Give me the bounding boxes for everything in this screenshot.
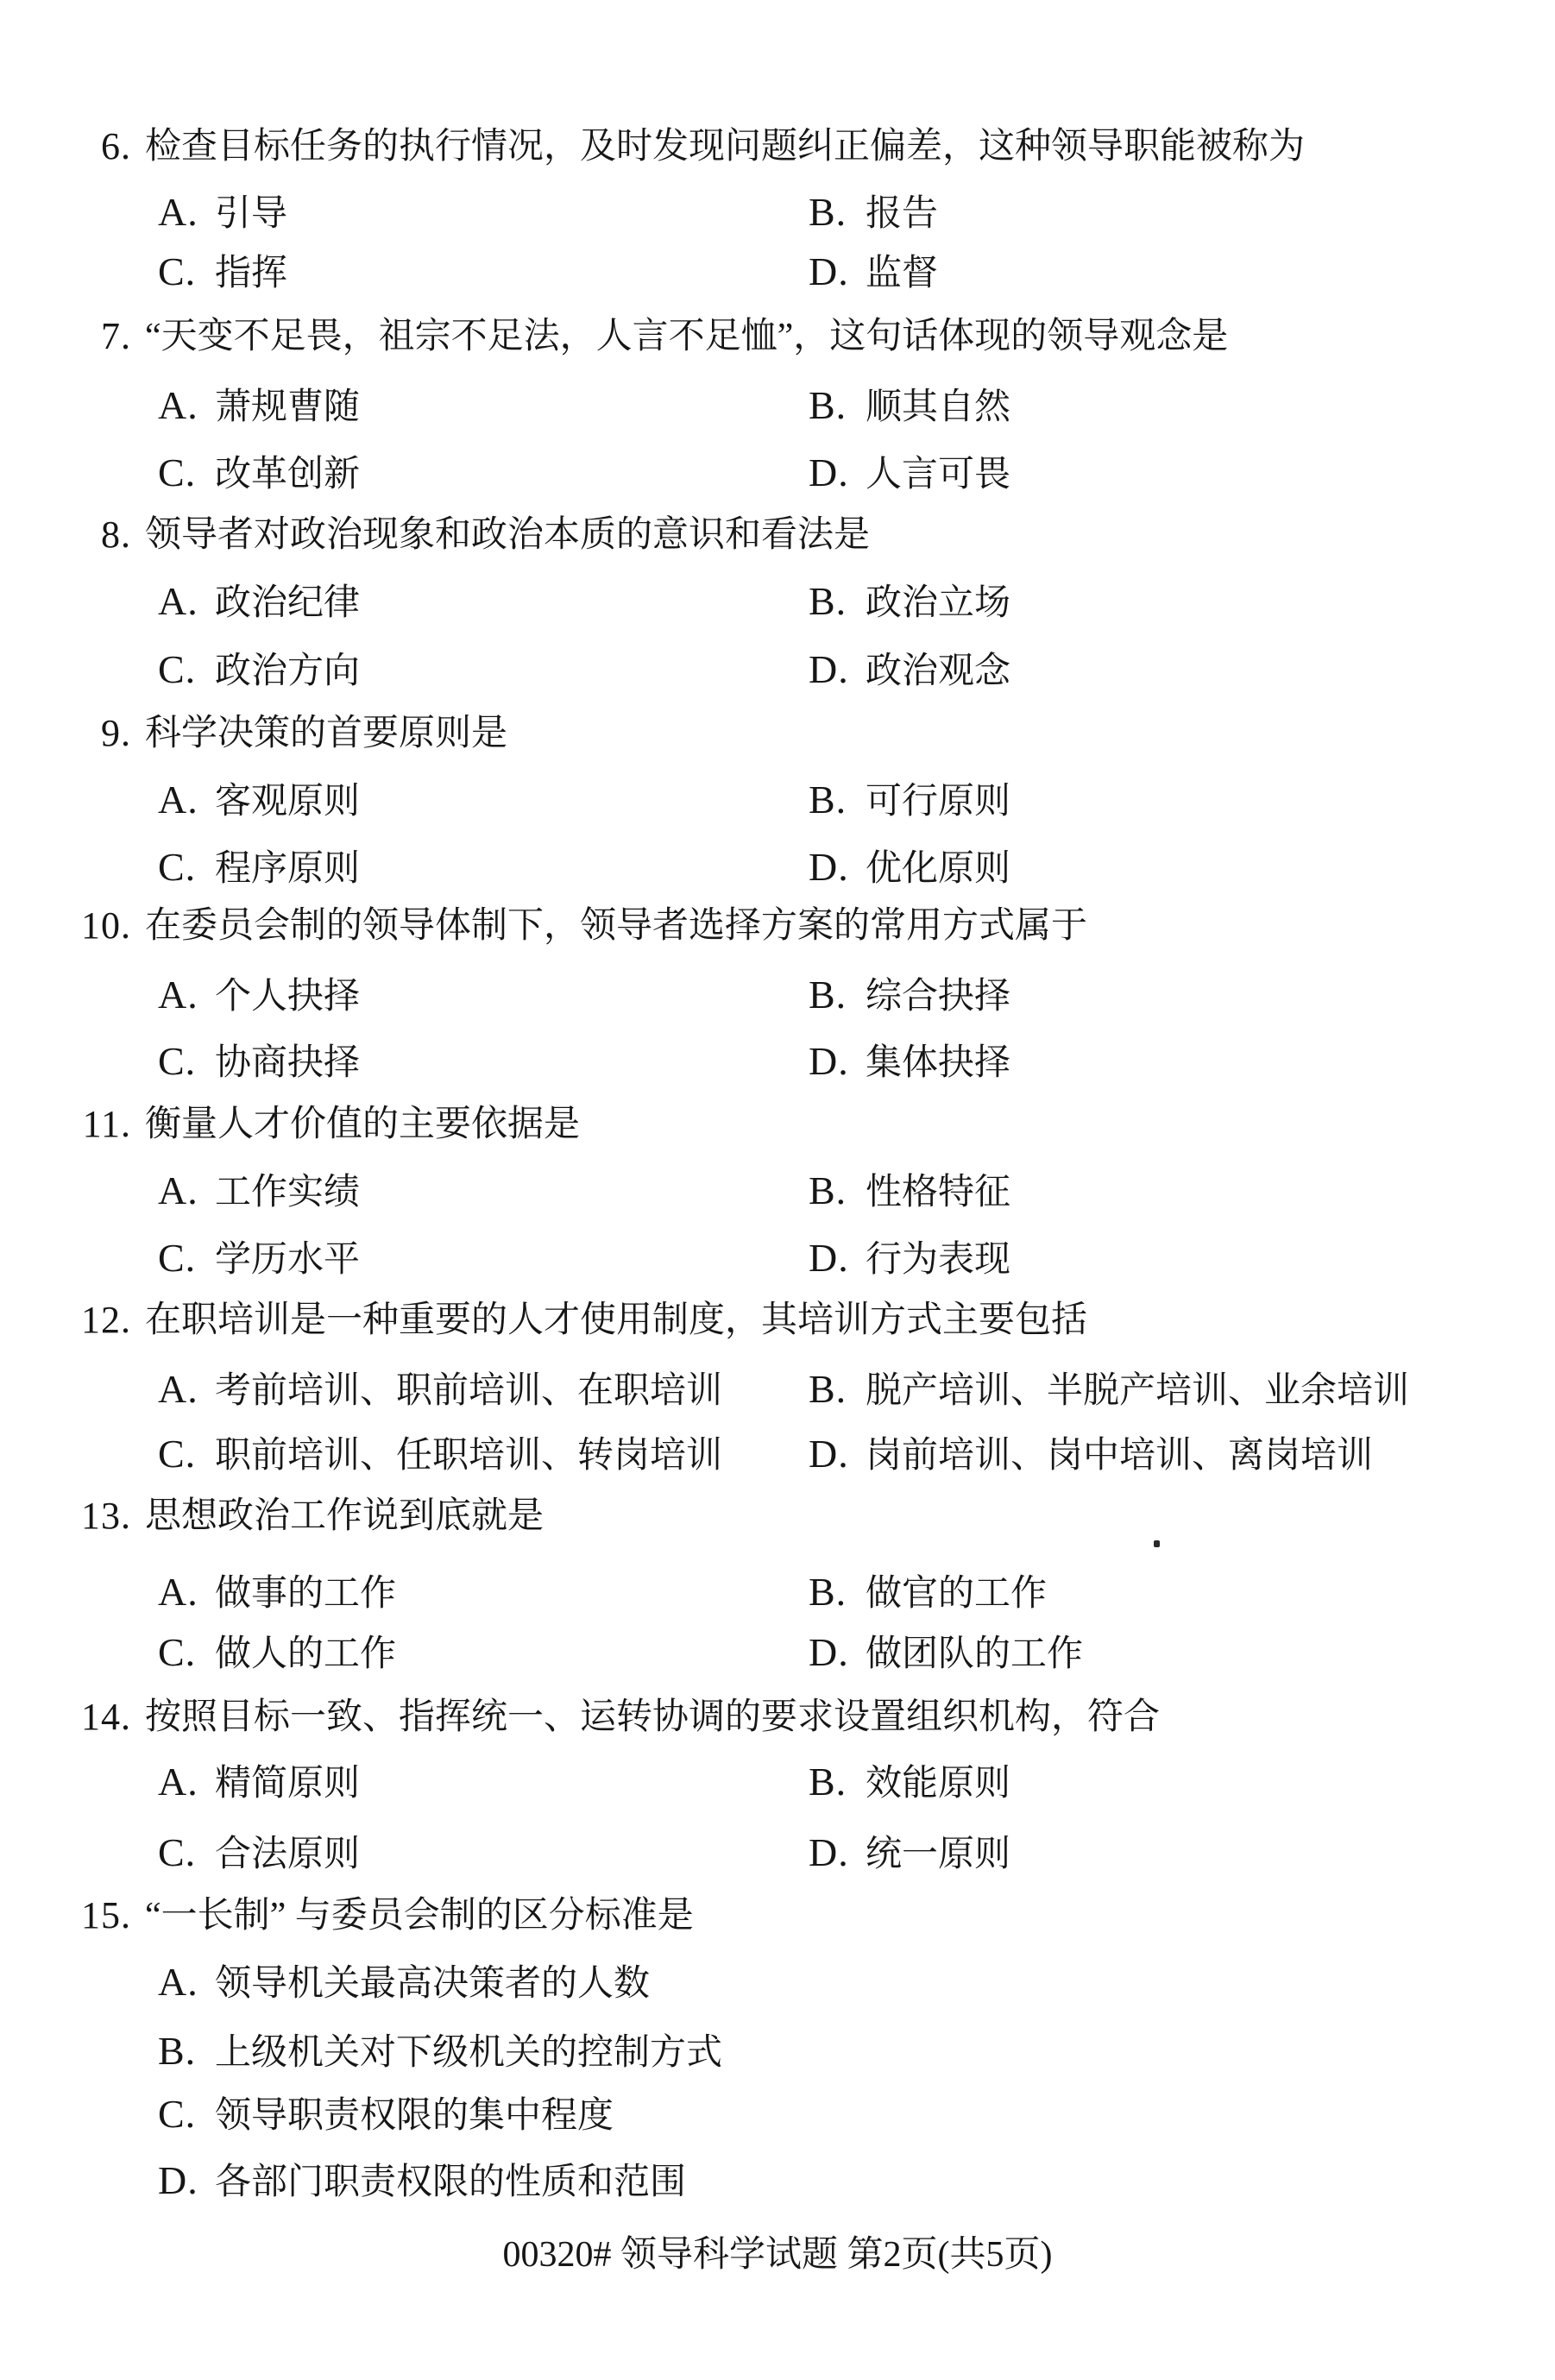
option-label: B. [809,973,847,1017]
option-c [158,1630,396,1677]
question-text: 在职培训是一种重要的人才使用制度，其培训方式主要包括 [145,1300,1088,1340]
question-text: 在委员会制的领导体制下，领导者选择方案的常用方式属于 [145,906,1088,946]
option-label: A. [158,1960,198,2004]
option-label: C. [158,450,197,494]
option-text: 监督 [866,254,939,293]
question-number: 8. [101,513,131,556]
question-number: 9. [101,712,131,754]
option-text: 行为表现 [866,1240,1011,1280]
option-label: C. [158,1432,197,1476]
option-c [158,2092,614,2138]
option-label: B. [809,579,847,623]
option-label: B. [809,1760,847,1804]
options-row [0,1570,1555,1618]
options-row [0,1039,1555,1087]
option-text: 政治纪律 [215,583,361,623]
options-row [0,845,1555,893]
option-c [158,647,360,694]
option-b [809,1570,1047,1616]
option-label: B. [809,1570,847,1614]
question-number: 14. [81,1696,131,1738]
option-b [158,2029,722,2075]
option-a [158,579,360,626]
options-row [0,1432,1555,1480]
option-text: 优化原则 [866,849,1011,889]
option-a [158,1760,360,1806]
option-text: 政治方向 [215,652,361,691]
option-label: A. [158,778,198,822]
option-c [158,249,287,296]
option-text: 报告 [866,194,939,234]
option-text: 协商抉择 [215,1043,361,1083]
option-text: 做团队的工作 [866,1634,1084,1674]
question-header [0,1298,1555,1346]
option-a [158,1168,360,1215]
option-d [158,2158,686,2205]
option-b [809,190,938,236]
question-header [0,513,1555,561]
option-label: A. [158,383,198,427]
page-footer: 00320# 领导科学试题 第2页(共5页) [502,2235,1053,2275]
question-text: 衡量人才价值的主要依据是 [145,1105,581,1144]
option-c [158,450,360,497]
option-label: C. [158,845,197,889]
option-text: 程序原则 [215,849,361,889]
option-d [809,450,1010,497]
option-label: B. [809,190,847,234]
question-header [0,711,1555,759]
option-c [158,1236,360,1282]
option-text: 考前培训、职前培训、在职培训 [215,1371,723,1411]
option-text: 做人的工作 [215,1634,397,1674]
question-text: “天变不足畏，祖宗不足法，人言不足恤”，这句话体现的领导观念是 [145,317,1229,356]
option-label: C. [158,1630,197,1674]
options-row [0,647,1555,696]
option-text: 效能原则 [866,1764,1011,1804]
question-text: 按照目标一致、指挥统一、运转协调的要求设置组织机构，符合 [145,1697,1161,1737]
option-text: 顺其自然 [866,387,1011,427]
question-header [0,124,1555,173]
option-text: 可行原则 [866,782,1011,822]
option-label: D. [809,450,849,494]
option-text: 领导职责权限的集中程度 [215,2096,614,2136]
option-text: 引导 [215,194,288,234]
option-text: 统一原则 [866,1835,1011,1874]
option-c [158,845,360,891]
options-row [0,2029,1555,2077]
option-label: D. [809,249,849,293]
option-text: 脱产培训、半脱产培训、业余培训 [866,1371,1410,1411]
option-label: B. [158,2029,197,2073]
option-label: B. [809,778,847,822]
options-row [0,2092,1555,2140]
option-a [158,778,360,824]
option-d [809,1236,1010,1282]
options-row [0,383,1555,431]
option-text: 萧规曹随 [215,387,361,427]
question-number: 12. [81,1299,131,1341]
option-d [809,1039,1010,1086]
option-label: A. [158,190,198,234]
question-number: 15. [81,1894,131,1936]
option-a [158,1367,722,1414]
option-a [158,1960,650,2006]
option-label: C. [158,1236,197,1280]
option-text: 职前培训、任职培训、转岗培训 [215,1436,723,1476]
options-row [0,579,1555,627]
option-label: B. [809,383,847,427]
option-text: 人言可畏 [866,455,1011,494]
option-b [809,1367,1409,1414]
question-text: 科学决策的首要原则是 [145,714,508,753]
option-label: C. [158,1039,197,1083]
option-a [158,973,360,1019]
option-label: D. [809,1236,849,1280]
option-b [809,383,1010,430]
option-text: 合法原则 [215,1835,361,1874]
option-text: 集体抉择 [866,1043,1011,1083]
options-row [0,190,1555,238]
option-text: 上级机关对下级机关的控制方式 [215,2033,723,2073]
option-label: A. [158,1168,198,1212]
option-label: D. [809,1039,849,1083]
option-label: A. [158,973,198,1017]
option-label: D. [809,1432,849,1476]
option-d [809,1830,1010,1877]
option-label: D. [158,2158,198,2202]
options-row [0,1830,1555,1879]
option-text: 领导机关最高决策者的人数 [215,1964,651,2004]
scan-speck-artifact [1154,1540,1160,1547]
option-label: A. [158,1570,198,1614]
question-number: 13. [81,1495,131,1537]
option-text: 性格特征 [866,1173,1011,1212]
option-label: D. [809,1830,849,1874]
option-b [809,1760,1010,1806]
options-row [0,1760,1555,1808]
option-text: 政治立场 [866,583,1011,623]
option-c [158,1432,722,1478]
option-text: 精简原则 [215,1764,361,1804]
option-text: 工作实绩 [215,1173,361,1212]
options-row [0,450,1555,499]
option-label: D. [809,1630,849,1674]
question-number: 10. [81,904,131,947]
question-text: “一长制” 与委员会制的区分标准是 [145,1896,694,1936]
options-row [0,1960,1555,2008]
option-a [158,190,287,236]
option-text: 做事的工作 [215,1574,397,1614]
question-header [0,314,1555,362]
options-row [0,1168,1555,1217]
option-text: 学历水平 [215,1240,361,1280]
option-label: C. [158,647,197,691]
option-text: 做官的工作 [866,1574,1048,1614]
option-label: B. [809,1168,847,1212]
option-text: 综合抉择 [866,977,1011,1017]
option-b [809,579,1010,626]
options-row [0,249,1555,298]
option-text: 各部门职责权限的性质和范围 [215,2163,687,2202]
option-label: C. [158,2092,197,2136]
options-row [0,973,1555,1021]
option-d [809,1432,1373,1478]
option-text: 岗前培训、岗中培训、离岗培训 [866,1436,1374,1476]
question-number: 11. [82,1103,131,1145]
option-a [158,1570,396,1616]
option-d [809,249,938,296]
option-text: 指挥 [215,254,288,293]
question-number: 7. [101,315,131,357]
option-label: D. [809,647,849,691]
options-row [0,778,1555,826]
option-b [809,778,1010,824]
option-text: 政治观念 [866,652,1011,691]
option-label: A. [158,1760,198,1804]
option-c [158,1830,360,1877]
option-label: A. [158,579,198,623]
option-text: 个人抉择 [215,977,361,1017]
option-text: 客观原则 [215,782,361,822]
option-c [158,1039,360,1086]
question-header [0,1494,1555,1542]
option-text: 改革创新 [215,455,361,494]
question-header [0,1695,1555,1743]
option-label: C. [158,1830,197,1874]
option-d [809,647,1010,694]
option-label: A. [158,1367,198,1411]
options-row [0,1236,1555,1284]
option-b [809,1168,1010,1215]
option-label: B. [809,1367,847,1411]
option-label: C. [158,249,197,293]
option-d [809,1630,1083,1677]
question-text: 领导者对政治现象和政治本质的意识和看法是 [145,515,871,555]
question-header [0,904,1555,952]
option-a [158,383,360,430]
options-row [0,1630,1555,1678]
option-d [809,845,1010,891]
question-text: 检查目标任务的执行情况，及时发现问题纠正偏差，这种领导职能被称为 [145,127,1306,167]
options-row [0,1367,1555,1415]
question-header [0,1893,1555,1942]
option-b [809,973,1010,1019]
question-number: 6. [101,125,131,167]
option-label: D. [809,845,849,889]
options-row [0,2158,1555,2207]
question-header [0,1102,1555,1150]
question-text: 思想政治工作说到底就是 [145,1496,545,1536]
